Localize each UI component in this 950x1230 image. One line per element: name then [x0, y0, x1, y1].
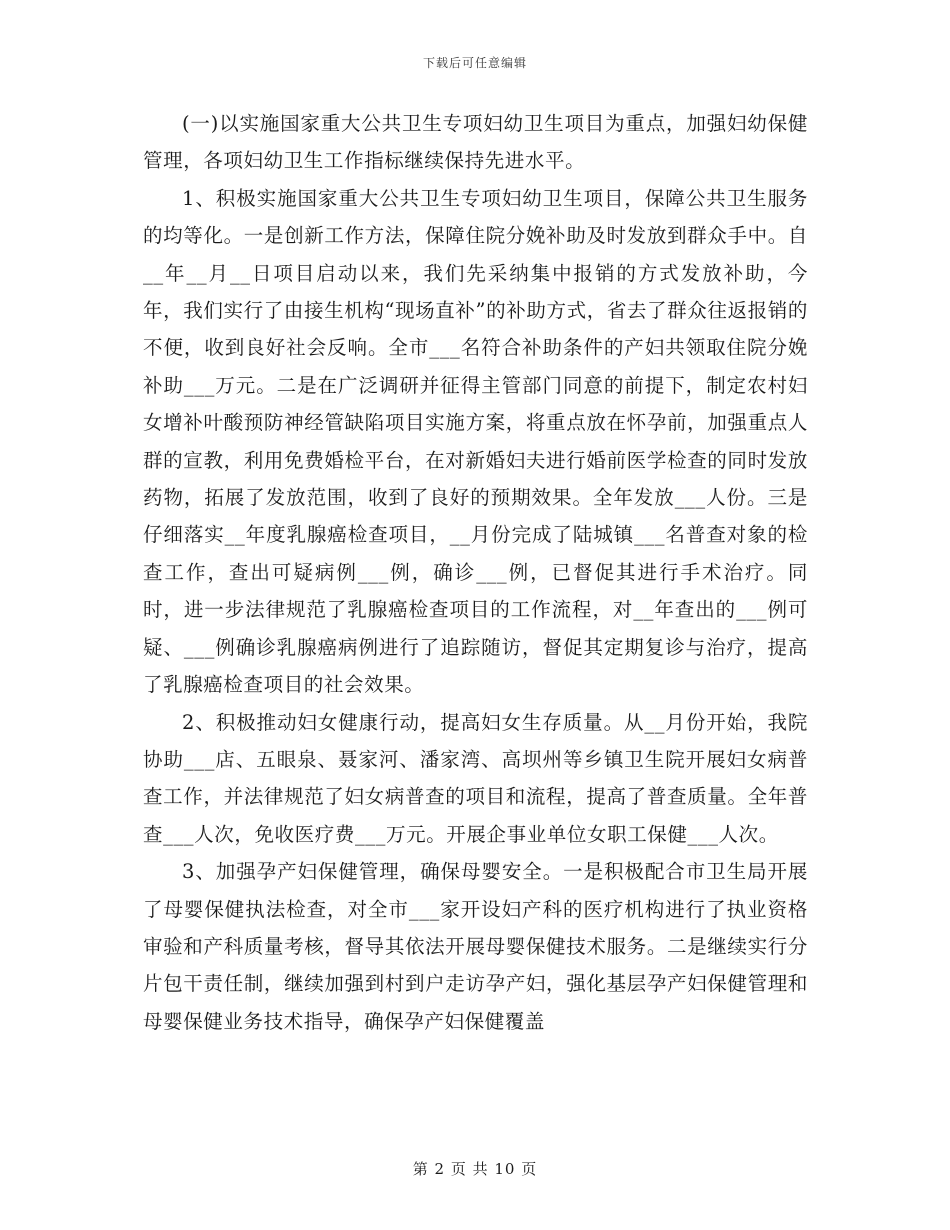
document-body: [143, 105, 808, 1040]
header-note: 下载后可任意编辑: [422, 56, 527, 70]
page-number: 第 2 页 共 10 页: [412, 1160, 538, 1178]
paragraph-item-1: 1、积极实施国家重大公共卫生专项妇幼卫生项目，保障公共卫生服务的均等化。一是创新工作方法，保障住院分娩补助及时发放到群众手中。自__年__月__日项目启动以来，我们先采纳集中报销的方式发放补助，今年，我们实行了由接生机构“现场直补”的补助方式，省去了群众往返报销的不便，收到良好社会反响。全市___名符合补助条件的产妇共领取住院分娩补助___万元。二是在广泛调研并征得主管部门同意的前提下，制定农村妇女增补叶酸预防神经管缺陷项目实施方案，将重点放在怀孕前，加强重点人群的宣教，利用免费婚检平台，在对新婚妇夫进行婚前医学检查的同时发放药物，拓展了发放范围，收到了良好的预期效果。全年发放___人份。三是仔细落实__年度乳腺癌检查项目，__月份完成了陆城镇___名普查对象的检查工作，查出可疑病例___例，确诊___例，已督促其进行手术治疗。同时，进一步法律规范了乳腺癌检查项目的工作流程，对__年查出的___例可疑、___例确诊乳腺癌病例进行了追踪随访，督促其定期复诊与治疗，提高了乳腺癌检查项目的社会效果。: [143, 186, 808, 697]
paragraph-item-2: 2、积极推动妇女健康行动，提高妇女生存质量。从__月份开始，我院协助___店、五眼泉、聂家河、潘家湾、高坝州等乡镇卫生院开展妇女病普查工作，并法律规范了妇女病普查的项目和流程，提高了普查质量。全年普查___人次，免收医疗费___万元。开展企事业单位女职工保健___人次。: [143, 710, 808, 846]
paragraph-section-heading: (一)以实施国家重大公共卫生专项妇幼卫生项目为重点，加强妇幼保健管理，各项妇幼卫生工作指标继续保持先进水平。: [143, 112, 808, 173]
paragraph-item-3: 3、加强孕产妇保健管理，确保母婴安全。一是积极配合市卫生局开展了母婴保健执法检查，对全市___家开设妇产科的医疗机构进行了执业资格审验和产科质量考核，督导其依法开展母婴保健技术服务。二是继续实行分片包干责任制，继续加强到村到户走访孕产妇，强化基层孕产妇保健管理和母婴保健业务技术指导，确保孕产妇保健覆盖: [143, 860, 808, 1033]
